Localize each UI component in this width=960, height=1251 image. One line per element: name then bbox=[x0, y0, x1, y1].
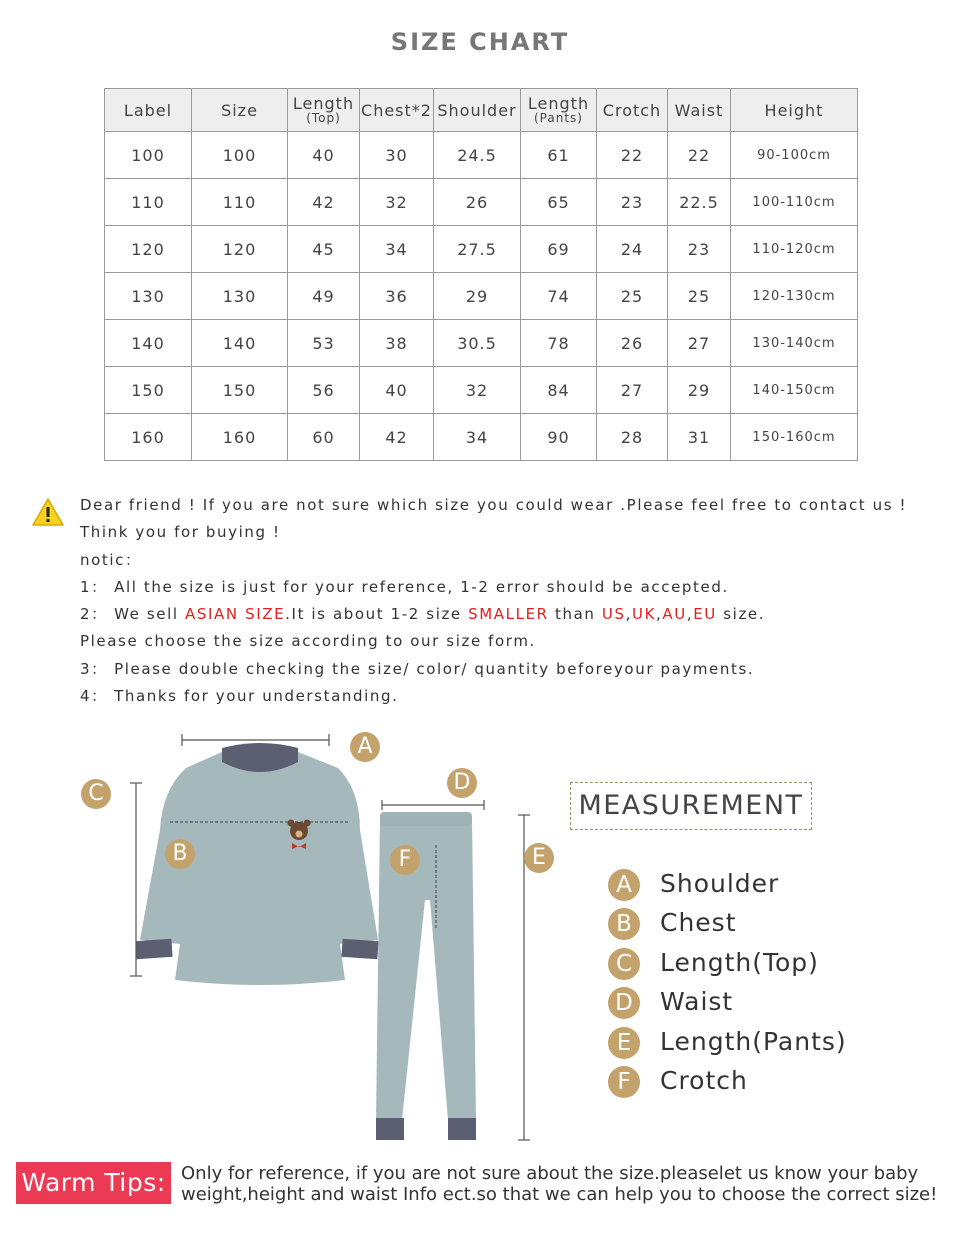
table-cell: 45 bbox=[288, 226, 360, 273]
table-cell: 100 bbox=[192, 132, 288, 179]
marker-c: C bbox=[81, 779, 111, 809]
header-size: Size bbox=[192, 89, 288, 132]
note-line: Dear friend ! If you are not sure which size you could wear .Please feel free to contact us ! bbox=[80, 496, 908, 514]
table-cell: 24.5 bbox=[434, 132, 521, 179]
table-cell: 130 bbox=[105, 273, 192, 320]
warning-triangle-icon bbox=[32, 498, 64, 526]
table-cell: 29 bbox=[668, 367, 731, 414]
table-cell: 36 bbox=[360, 273, 434, 320]
note-line: Please choose the size according to our size form. bbox=[80, 632, 536, 651]
warm-tips-line: weight,height and waist Info ect.so that we can help you to choose the correct size! bbox=[181, 1184, 938, 1205]
au-highlight: AU bbox=[662, 605, 687, 624]
measurement-title: MEASUREMENT bbox=[570, 782, 812, 830]
table-cell: 90-100cm bbox=[731, 132, 858, 179]
table-row bbox=[105, 414, 858, 461]
table-cell: 160 bbox=[105, 414, 192, 461]
right-cuff bbox=[341, 939, 378, 959]
marker-d: D bbox=[447, 768, 477, 798]
table-cell: 130 bbox=[192, 273, 288, 320]
table-cell: 26 bbox=[597, 320, 668, 367]
note-line: 1： All the size is just for your reference, 1-2 error should be accepted. bbox=[80, 577, 729, 596]
legend-label: Crotch bbox=[660, 1065, 748, 1095]
table-cell: 84 bbox=[521, 367, 597, 414]
legend-letter-icon: A bbox=[608, 869, 640, 901]
table-row bbox=[105, 179, 858, 226]
table-cell: 110-120cm bbox=[731, 226, 858, 273]
table-row bbox=[105, 273, 858, 320]
note-line: 3： Please double checking the size/ color/ quantity beforeyour payments. bbox=[80, 659, 755, 678]
left-cuff bbox=[135, 939, 172, 959]
table-cell: 22 bbox=[597, 132, 668, 179]
table-cell: 40 bbox=[288, 132, 360, 179]
table-cell: 61 bbox=[521, 132, 597, 179]
table-cell: 100 bbox=[105, 132, 192, 179]
table-cell: 34 bbox=[360, 226, 434, 273]
table-cell: 150 bbox=[192, 367, 288, 414]
header-height: Height bbox=[731, 89, 858, 132]
table-cell: 29 bbox=[434, 273, 521, 320]
marker-e: E bbox=[524, 843, 554, 873]
size-chart-table bbox=[104, 88, 858, 461]
header-length-top: Length (Top) bbox=[288, 89, 360, 132]
table-cell: 120 bbox=[105, 226, 192, 273]
table-cell: 34 bbox=[434, 414, 521, 461]
us-highlight: US bbox=[601, 605, 626, 624]
table-cell: 160 bbox=[192, 414, 288, 461]
marker-f: F bbox=[390, 845, 420, 875]
right-pant-cuff bbox=[448, 1118, 476, 1140]
marker-b: B bbox=[165, 839, 195, 869]
table-cell: 23 bbox=[597, 179, 668, 226]
table-cell: 27 bbox=[668, 320, 731, 367]
table-row bbox=[105, 226, 858, 273]
header-waist: Waist bbox=[668, 89, 731, 132]
table-cell: 32 bbox=[360, 179, 434, 226]
table-cell: 49 bbox=[288, 273, 360, 320]
header-chest: Chest*2 bbox=[360, 89, 434, 132]
table-cell: 26 bbox=[434, 179, 521, 226]
table-cell: 42 bbox=[288, 179, 360, 226]
legend-letter-icon: E bbox=[608, 1027, 640, 1059]
table-cell: 120 bbox=[192, 226, 288, 273]
table-cell: 40 bbox=[360, 367, 434, 414]
table-cell: 42 bbox=[360, 414, 434, 461]
legend-letter-icon: B bbox=[608, 908, 640, 940]
table-cell: 32 bbox=[434, 367, 521, 414]
table-cell: 53 bbox=[288, 320, 360, 367]
table-cell: 31 bbox=[668, 414, 731, 461]
table-cell: 150 bbox=[105, 367, 192, 414]
uk-highlight: UK bbox=[632, 605, 657, 624]
table-cell: 24 bbox=[597, 226, 668, 273]
table-row bbox=[105, 320, 858, 367]
smaller-highlight: SMALLER bbox=[468, 605, 549, 624]
header-shoulder: Shoulder bbox=[434, 89, 521, 132]
table-cell: 74 bbox=[521, 273, 597, 320]
table-cell: 56 bbox=[288, 367, 360, 414]
table-cell: 38 bbox=[360, 320, 434, 367]
table-cell: 60 bbox=[288, 414, 360, 461]
legend-letter-icon: C bbox=[608, 948, 640, 980]
header-crotch: Crotch bbox=[597, 89, 668, 132]
table-cell: 25 bbox=[668, 273, 731, 320]
left-pant-cuff bbox=[376, 1118, 404, 1140]
legend-label: Waist bbox=[660, 987, 734, 1017]
table-cell: 130-140cm bbox=[731, 320, 858, 367]
note-line: Think you for buying ! bbox=[80, 523, 281, 542]
table-cell: 69 bbox=[521, 226, 597, 273]
table-header-row bbox=[105, 89, 858, 132]
table-cell: 120-130cm bbox=[731, 273, 858, 320]
table-cell: 90 bbox=[521, 414, 597, 461]
table-row bbox=[105, 367, 858, 414]
page-title: SIZE CHART bbox=[390, 28, 570, 56]
legend-label: Chest bbox=[660, 908, 737, 938]
note-line: 4： Thanks for your understanding. bbox=[80, 687, 399, 706]
pants-waistband bbox=[380, 812, 472, 826]
table-cell: 65 bbox=[521, 179, 597, 226]
table-cell: 28 bbox=[597, 414, 668, 461]
header-length-pants: Length (Pants) bbox=[521, 89, 597, 132]
eu-highlight: EU bbox=[693, 605, 717, 624]
table-cell: 100-110cm bbox=[731, 179, 858, 226]
legend-letter-icon: F bbox=[608, 1066, 640, 1098]
table-cell: 25 bbox=[597, 273, 668, 320]
table-cell: 150-160cm bbox=[731, 414, 858, 461]
table-row bbox=[105, 132, 858, 179]
table-cell: 30 bbox=[360, 132, 434, 179]
table-cell: 140-150cm bbox=[731, 367, 858, 414]
table-cell: 140 bbox=[192, 320, 288, 367]
table-cell: 30.5 bbox=[434, 320, 521, 367]
legend-letter-icon: D bbox=[608, 987, 640, 1019]
warm-tips-tag: Warm Tips: bbox=[16, 1162, 171, 1204]
table-cell: 78 bbox=[521, 320, 597, 367]
table-cell: 22.5 bbox=[668, 179, 731, 226]
header-label: Label bbox=[105, 89, 192, 132]
table-cell: 110 bbox=[105, 179, 192, 226]
legend-label: Shoulder bbox=[660, 869, 780, 898]
asian-size-highlight: ASIAN SIZE bbox=[185, 605, 286, 624]
note-line-asian-size: 2： We sell ASIAN SIZE.It is about 1-2 size SMALLER than US,UK,AU,EU size. bbox=[80, 605, 766, 624]
notes-section bbox=[80, 492, 940, 710]
table-cell: 110 bbox=[192, 179, 288, 226]
table-cell: 22 bbox=[668, 132, 731, 179]
note-line: notic： bbox=[80, 550, 142, 569]
marker-a: A bbox=[350, 732, 380, 762]
table-cell: 23 bbox=[668, 226, 731, 273]
legend-label: Length(Pants) bbox=[660, 1026, 847, 1056]
table-cell: 27 bbox=[597, 367, 668, 414]
table-cell: 140 bbox=[105, 320, 192, 367]
table-cell: 27.5 bbox=[434, 226, 521, 273]
legend-label: Length(Top) bbox=[660, 947, 819, 977]
warm-tips-line: Only for reference, if you are not sure about the size.pleaselet us know your baby bbox=[181, 1163, 919, 1184]
warm-tips-text bbox=[181, 1163, 937, 1205]
